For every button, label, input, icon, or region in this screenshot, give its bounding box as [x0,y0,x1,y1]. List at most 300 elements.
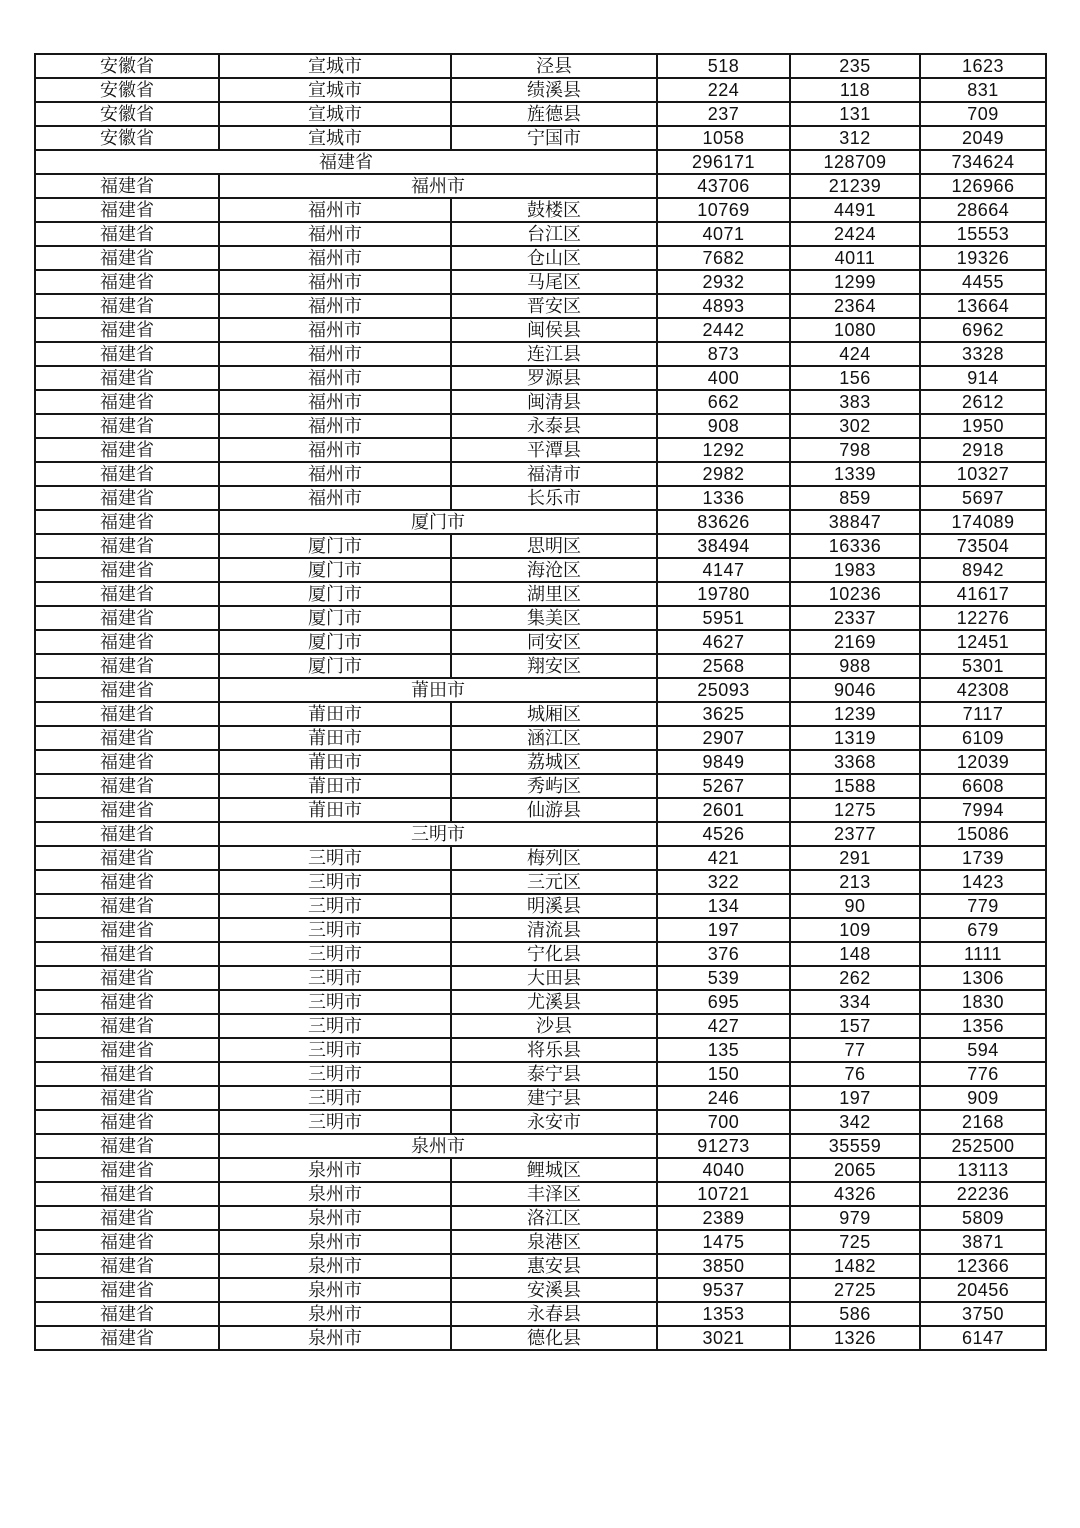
cell-value: 1482 [790,1254,920,1278]
cell-county: 洛江区 [451,1206,657,1230]
cell-city: 三明市 [219,1062,451,1086]
cell-value: 709 [920,102,1046,126]
table-row [35,1326,1046,1350]
cell-value: 20456 [920,1278,1046,1302]
cell-city: 莆田市 [219,774,451,798]
cell-city: 三明市 [219,870,451,894]
cell-county: 荔城区 [451,750,657,774]
cell-county: 将乐县 [451,1038,657,1062]
cell-value: 5697 [920,486,1046,510]
table-row [35,126,1046,150]
cell-province: 福建省 [35,294,219,318]
cell-value: 12039 [920,750,1046,774]
table-row [35,462,1046,486]
cell-value: 376 [657,942,790,966]
cell-value: 4455 [920,270,1046,294]
cell-county: 三元区 [451,870,657,894]
cell-value: 6962 [920,318,1046,342]
cell-value: 1080 [790,318,920,342]
table-row [35,102,1046,126]
cell-value: 42308 [920,678,1046,702]
cell-value: 1739 [920,846,1046,870]
table-row [35,1182,1046,1206]
cell-value: 312 [790,126,920,150]
table-row [35,1302,1046,1326]
table-row [35,726,1046,750]
cell-value: 19326 [920,246,1046,270]
cell-value: 19780 [657,582,790,606]
cell-city: 宣城市 [219,126,451,150]
cell-value: 2065 [790,1158,920,1182]
cell-province: 福建省 [35,822,219,846]
cell-value: 157 [790,1014,920,1038]
cell-value: 38847 [790,510,920,534]
cell-value: 334 [790,990,920,1014]
table-row [35,870,1046,894]
cell-value: 2389 [657,1206,790,1230]
cell-value: 252500 [920,1134,1046,1158]
cell-value: 2725 [790,1278,920,1302]
cell-county: 城厢区 [451,702,657,726]
cell-value: 2168 [920,1110,1046,1134]
table-row [35,270,1046,294]
table-row [35,54,1046,78]
cell-value: 2337 [790,606,920,630]
cell-value: 1306 [920,966,1046,990]
cell-value: 131 [790,102,920,126]
cell-city-total: 莆田市 [219,678,657,702]
cell-value: 118 [790,78,920,102]
cell-value: 10236 [790,582,920,606]
cell-county: 仙游县 [451,798,657,822]
cell-county: 湖里区 [451,582,657,606]
cell-county: 涵江区 [451,726,657,750]
cell-value: 43706 [657,174,790,198]
table-row [35,1062,1046,1086]
cell-county: 罗源县 [451,366,657,390]
cell-city: 福州市 [219,366,451,390]
cell-county: 思明区 [451,534,657,558]
cell-value: 1423 [920,870,1046,894]
cell-value: 10769 [657,198,790,222]
cell-city: 福州市 [219,318,451,342]
cell-value: 2907 [657,726,790,750]
table-row [35,318,1046,342]
cell-value: 424 [790,342,920,366]
table-row [35,1110,1046,1134]
cell-county: 仓山区 [451,246,657,270]
cell-city: 福州市 [219,246,451,270]
cell-value: 734624 [920,150,1046,174]
cell-county: 清流县 [451,918,657,942]
cell-value: 16336 [790,534,920,558]
cell-province: 福建省 [35,510,219,534]
table-row [35,1038,1046,1062]
cell-value: 5301 [920,654,1046,678]
cell-city-total: 厦门市 [219,510,657,534]
cell-value: 38494 [657,534,790,558]
cell-city: 莆田市 [219,798,451,822]
cell-value: 1950 [920,414,1046,438]
cell-value: 2377 [790,822,920,846]
cell-value: 4326 [790,1182,920,1206]
cell-value: 9849 [657,750,790,774]
cell-county: 永春县 [451,1302,657,1326]
cell-value: 156 [790,366,920,390]
cell-value: 1275 [790,798,920,822]
cell-city: 泉州市 [219,1278,451,1302]
cell-value: 700 [657,1110,790,1134]
cell-county: 闽侯县 [451,318,657,342]
cell-city: 莆田市 [219,726,451,750]
cell-county: 秀屿区 [451,774,657,798]
cell-value: 148 [790,942,920,966]
cell-value: 779 [920,894,1046,918]
cell-province: 福建省 [35,606,219,630]
cell-county: 大田县 [451,966,657,990]
cell-province: 福建省 [35,318,219,342]
cell-city: 福州市 [219,390,451,414]
cell-value: 15553 [920,222,1046,246]
cell-province: 福建省 [35,774,219,798]
cell-value: 235 [790,54,920,78]
table-row [35,990,1046,1014]
cell-county: 晋安区 [451,294,657,318]
cell-value: 1588 [790,774,920,798]
cell-value: 322 [657,870,790,894]
cell-province: 福建省 [35,1158,219,1182]
cell-county: 福清市 [451,462,657,486]
cell-city: 福州市 [219,270,451,294]
cell-value: 197 [657,918,790,942]
cell-value: 3021 [657,1326,790,1350]
cell-city: 三明市 [219,1014,451,1038]
cell-county: 安溪县 [451,1278,657,1302]
cell-value: 1319 [790,726,920,750]
cell-value: 7682 [657,246,790,270]
cell-city: 三明市 [219,918,451,942]
table-row [35,1278,1046,1302]
cell-value: 8942 [920,558,1046,582]
cell-county: 绩溪县 [451,78,657,102]
cell-province: 福建省 [35,342,219,366]
cell-county: 泉港区 [451,1230,657,1254]
cell-value: 586 [790,1302,920,1326]
table-row [35,918,1046,942]
cell-province: 福建省 [35,462,219,486]
table-row [35,750,1046,774]
cell-value: 679 [920,918,1046,942]
cell-value: 1336 [657,486,790,510]
table-row [35,558,1046,582]
cell-county: 闽清县 [451,390,657,414]
cell-city: 三明市 [219,1110,451,1134]
cell-value: 134 [657,894,790,918]
cell-value: 22236 [920,1182,1046,1206]
cell-value: 2982 [657,462,790,486]
cell-county: 平潭县 [451,438,657,462]
cell-value: 9537 [657,1278,790,1302]
cell-province: 福建省 [35,534,219,558]
table-row [35,366,1046,390]
cell-value: 6109 [920,726,1046,750]
cell-value: 4147 [657,558,790,582]
cell-province: 福建省 [35,270,219,294]
cell-county: 宁化县 [451,942,657,966]
cell-value: 979 [790,1206,920,1230]
cell-province: 安徽省 [35,102,219,126]
cell-county: 明溪县 [451,894,657,918]
table-row [35,582,1046,606]
table-row [35,1206,1046,1230]
cell-city: 三明市 [219,942,451,966]
cell-county: 海沧区 [451,558,657,582]
cell-county: 长乐市 [451,486,657,510]
cell-province: 福建省 [35,1182,219,1206]
cell-value: 3328 [920,342,1046,366]
cell-city: 三明市 [219,846,451,870]
cell-county: 建宁县 [451,1086,657,1110]
cell-value: 83626 [657,510,790,534]
cell-value: 725 [790,1230,920,1254]
cell-value: 1058 [657,126,790,150]
table-row [35,654,1046,678]
cell-value: 6608 [920,774,1046,798]
cell-value: 4011 [790,246,920,270]
cell-value: 3750 [920,1302,1046,1326]
cell-city: 三明市 [219,894,451,918]
cell-value: 21239 [790,174,920,198]
cell-province: 福建省 [35,702,219,726]
cell-value: 13664 [920,294,1046,318]
cell-value: 1475 [657,1230,790,1254]
cell-value: 5809 [920,1206,1046,1230]
cell-province-total: 福建省 [35,150,657,174]
cell-province: 福建省 [35,558,219,582]
cell-value: 776 [920,1062,1046,1086]
cell-city-total: 福州市 [219,174,657,198]
cell-province: 福建省 [35,246,219,270]
cell-province: 安徽省 [35,78,219,102]
cell-city: 福州市 [219,486,451,510]
cell-value: 128709 [790,150,920,174]
cell-value: 3871 [920,1230,1046,1254]
table-row [35,1086,1046,1110]
cell-value: 15086 [920,822,1046,846]
cell-province: 福建省 [35,726,219,750]
cell-value: 988 [790,654,920,678]
table-row [35,606,1046,630]
cell-city-total: 泉州市 [219,1134,657,1158]
cell-county: 宁国市 [451,126,657,150]
cell-value: 2918 [920,438,1046,462]
cell-value: 1356 [920,1014,1046,1038]
cell-province: 福建省 [35,918,219,942]
cell-value: 2932 [657,270,790,294]
table-row [35,846,1046,870]
cell-province: 福建省 [35,846,219,870]
data-table [34,53,1047,1351]
table-row [35,1230,1046,1254]
cell-value: 197 [790,1086,920,1110]
cell-value: 4627 [657,630,790,654]
cell-value: 2442 [657,318,790,342]
cell-province: 福建省 [35,798,219,822]
cell-value: 539 [657,966,790,990]
table-row [35,678,1046,702]
table-row [35,798,1046,822]
cell-province: 福建省 [35,1302,219,1326]
cell-value: 1239 [790,702,920,726]
cell-county: 同安区 [451,630,657,654]
cell-county: 集美区 [451,606,657,630]
cell-province: 福建省 [35,1014,219,1038]
cell-value: 1111 [920,942,1046,966]
cell-province: 福建省 [35,1062,219,1086]
cell-province: 福建省 [35,1206,219,1230]
cell-city: 泉州市 [219,1206,451,1230]
cell-value: 909 [920,1086,1046,1110]
cell-value: 35559 [790,1134,920,1158]
cell-province: 福建省 [35,198,219,222]
cell-value: 831 [920,78,1046,102]
cell-province: 福建省 [35,414,219,438]
table-row [35,774,1046,798]
table-row [35,1134,1046,1158]
table-row [35,630,1046,654]
cell-province: 福建省 [35,870,219,894]
table-row [35,1014,1046,1038]
cell-value: 1623 [920,54,1046,78]
cell-county: 连江县 [451,342,657,366]
cell-city: 泉州市 [219,1182,451,1206]
cell-province: 福建省 [35,630,219,654]
cell-value: 91273 [657,1134,790,1158]
cell-value: 76 [790,1062,920,1086]
cell-county: 翔安区 [451,654,657,678]
cell-province: 福建省 [35,174,219,198]
cell-county: 梅列区 [451,846,657,870]
cell-value: 914 [920,366,1046,390]
table-row [35,390,1046,414]
cell-value: 12366 [920,1254,1046,1278]
cell-province: 福建省 [35,486,219,510]
cell-value: 1353 [657,1302,790,1326]
cell-value: 77 [790,1038,920,1062]
cell-city: 三明市 [219,1086,451,1110]
cell-value: 4526 [657,822,790,846]
cell-value: 4491 [790,198,920,222]
cell-value: 662 [657,390,790,414]
cell-county: 台江区 [451,222,657,246]
cell-value: 12451 [920,630,1046,654]
table-row [35,822,1046,846]
cell-value: 2424 [790,222,920,246]
cell-city: 福州市 [219,294,451,318]
cell-city: 莆田市 [219,702,451,726]
cell-province: 福建省 [35,1086,219,1110]
cell-value: 150 [657,1062,790,1086]
table-row [35,174,1046,198]
cell-value: 9046 [790,678,920,702]
cell-province: 福建省 [35,1038,219,1062]
cell-value: 1299 [790,270,920,294]
cell-province: 福建省 [35,582,219,606]
table-row [35,534,1046,558]
cell-province: 福建省 [35,678,219,702]
cell-city: 泉州市 [219,1230,451,1254]
cell-value: 5267 [657,774,790,798]
cell-value: 90 [790,894,920,918]
cell-city: 厦门市 [219,534,451,558]
table-row [35,942,1046,966]
cell-county: 沙县 [451,1014,657,1038]
cell-county: 丰泽区 [451,1182,657,1206]
cell-county: 惠安县 [451,1254,657,1278]
table-row [35,510,1046,534]
cell-value: 109 [790,918,920,942]
table-row [35,222,1046,246]
cell-value: 798 [790,438,920,462]
cell-value: 1326 [790,1326,920,1350]
cell-value: 908 [657,414,790,438]
cell-province: 福建省 [35,1254,219,1278]
cell-value: 12276 [920,606,1046,630]
cell-value: 427 [657,1014,790,1038]
cell-value: 2612 [920,390,1046,414]
cell-city: 厦门市 [219,606,451,630]
cell-province: 福建省 [35,1110,219,1134]
cell-value: 4040 [657,1158,790,1182]
cell-city: 厦门市 [219,558,451,582]
cell-value: 1339 [790,462,920,486]
cell-value: 3368 [790,750,920,774]
cell-value: 126966 [920,174,1046,198]
cell-city: 福州市 [219,414,451,438]
table-row [35,1254,1046,1278]
cell-province: 福建省 [35,942,219,966]
cell-county: 马尾区 [451,270,657,294]
cell-county: 德化县 [451,1326,657,1350]
cell-value: 7117 [920,702,1046,726]
table-row [35,150,1046,174]
cell-value: 5951 [657,606,790,630]
cell-value: 383 [790,390,920,414]
table-row [35,966,1046,990]
cell-city: 福州市 [219,438,451,462]
cell-county: 永安市 [451,1110,657,1134]
cell-value: 2568 [657,654,790,678]
cell-value: 3625 [657,702,790,726]
table-row [35,702,1046,726]
cell-value: 291 [790,846,920,870]
cell-county: 鼓楼区 [451,198,657,222]
cell-city: 三明市 [219,990,451,1014]
cell-province: 福建省 [35,222,219,246]
cell-value: 174089 [920,510,1046,534]
cell-province: 福建省 [35,1326,219,1350]
cell-county: 鲤城区 [451,1158,657,1182]
cell-value: 213 [790,870,920,894]
cell-value: 695 [657,990,790,1014]
cell-value: 3850 [657,1254,790,1278]
cell-value: 262 [790,966,920,990]
cell-value: 342 [790,1110,920,1134]
cell-value: 296171 [657,150,790,174]
cell-value: 6147 [920,1326,1046,1350]
table-row [35,438,1046,462]
cell-value: 859 [790,486,920,510]
